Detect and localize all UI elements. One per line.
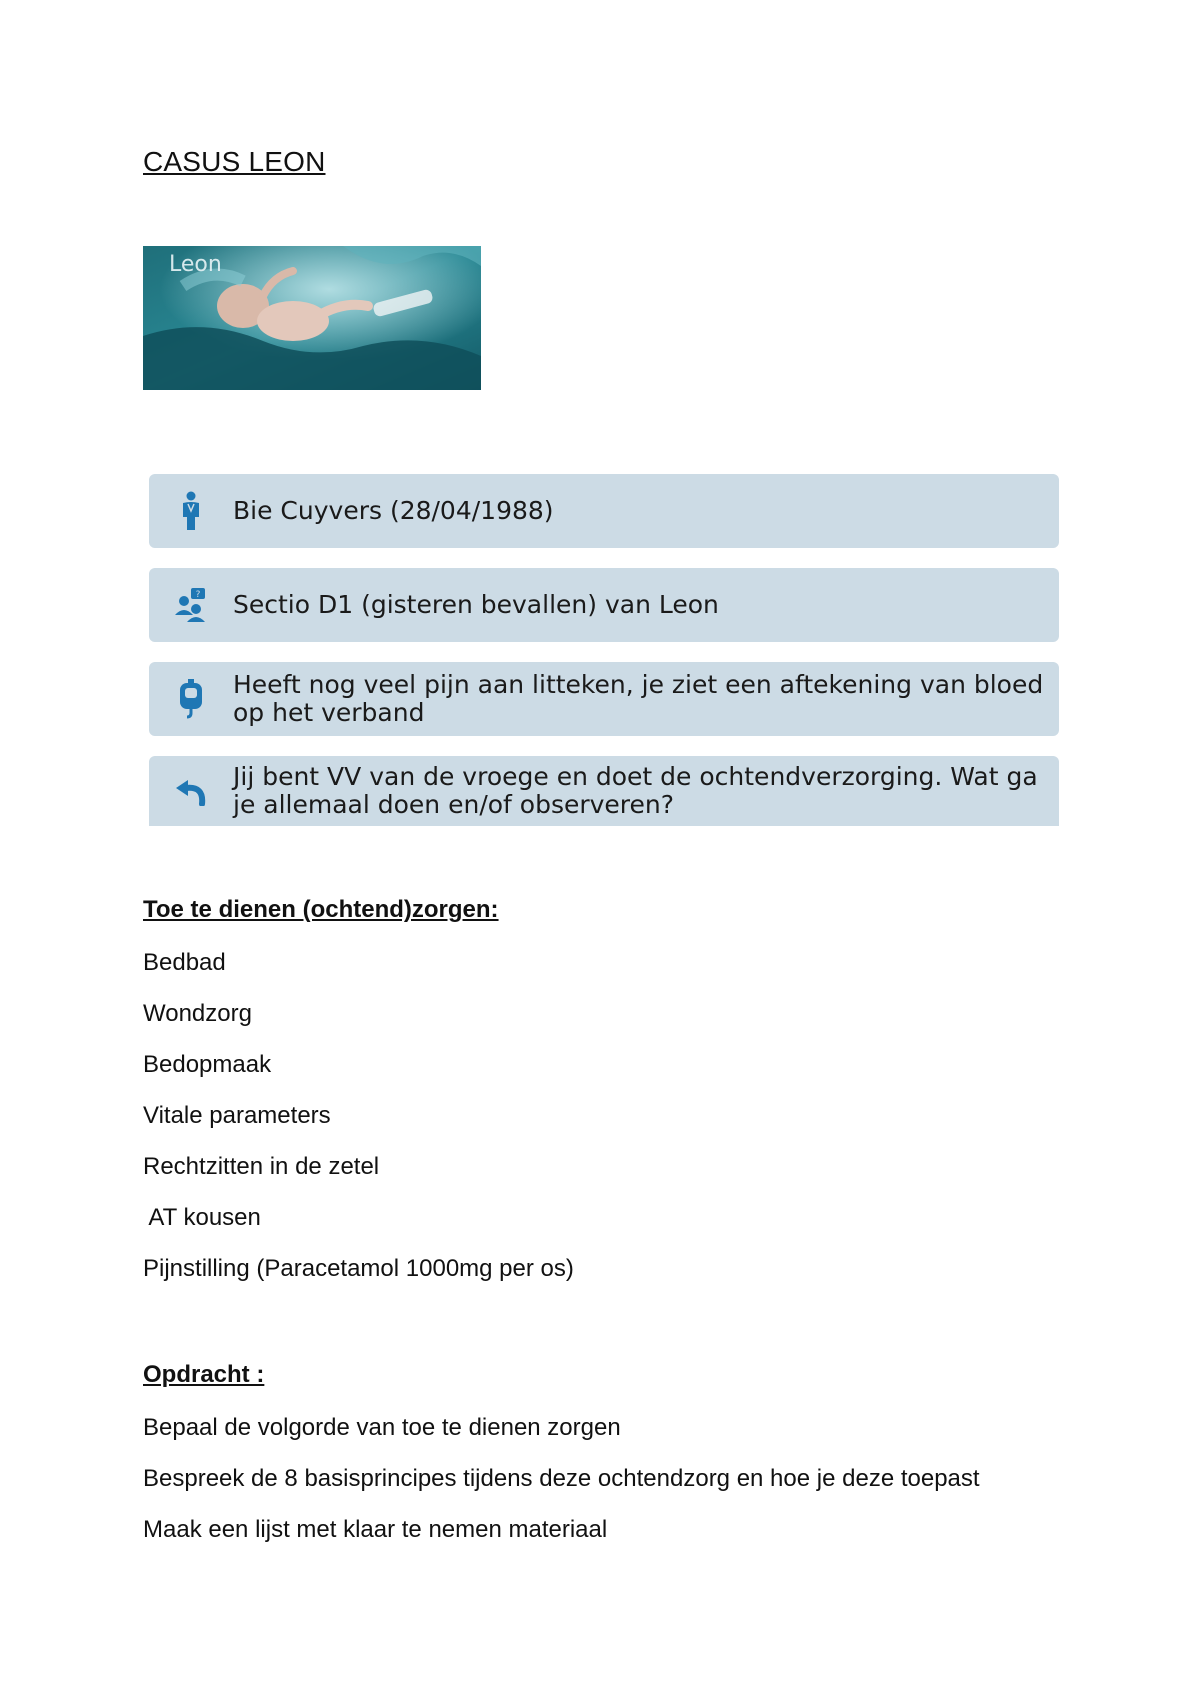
info-box-task — [149, 756, 1059, 826]
info-box-complaint-text: Heeft nog veel pijn aan litteken, je ziet een aftekening van bloed op het verband — [233, 670, 1044, 727]
care-list — [143, 937, 574, 1294]
page-title: CASUS LEON — [143, 146, 326, 177]
info-box-history — [149, 568, 1059, 642]
photo-caption: Leon — [169, 252, 222, 277]
list-item: Wondzorg — [143, 1000, 252, 1027]
care-heading: Toe te dienen (ochtend)zorgen: — [143, 896, 499, 923]
assignment-list — [143, 1402, 980, 1555]
list-item: Bepaal de volgorde van toe te dienen zorgen — [143, 1414, 621, 1441]
info-box-history-text: Sectio D1 (gisteren bevallen) van Leon — [233, 590, 719, 619]
info-box-complaint — [149, 662, 1059, 736]
list-item: AT kousen — [143, 1204, 261, 1231]
iv-drip-icon — [149, 679, 233, 719]
list-item: Bedopmaak — [143, 1051, 272, 1078]
person-icon — [149, 491, 233, 531]
info-box-task-text: Jij bent VV van de vroege en doet de ochtendverzorging. Wat ga je allemaal doen en/of observeren? — [233, 762, 1038, 819]
list-item: Bedbad — [143, 949, 226, 976]
list-item: Rechtzitten in de zetel — [143, 1153, 380, 1180]
list-item: Maak een lijst met klaar te nemen materiaal — [143, 1516, 608, 1543]
undo-arrow-icon — [149, 776, 233, 806]
info-box-patient-text: Bie Cuyvers (28/04/1988) — [233, 496, 554, 525]
assignment-heading: Opdracht : — [143, 1361, 265, 1388]
people-question-icon — [149, 587, 233, 623]
list-item: Bespreek de 8 basisprincipes tijdens deze ochtendzorg en hoe je deze toepast — [143, 1465, 980, 1492]
list-item: Pijnstilling (Paracetamol 1000mg per os) — [143, 1255, 574, 1282]
info-box-patient — [149, 474, 1059, 548]
list-item: Vitale parameters — [143, 1102, 331, 1129]
svg-text:?: ? — [195, 590, 201, 600]
newborn-photo — [143, 246, 481, 390]
